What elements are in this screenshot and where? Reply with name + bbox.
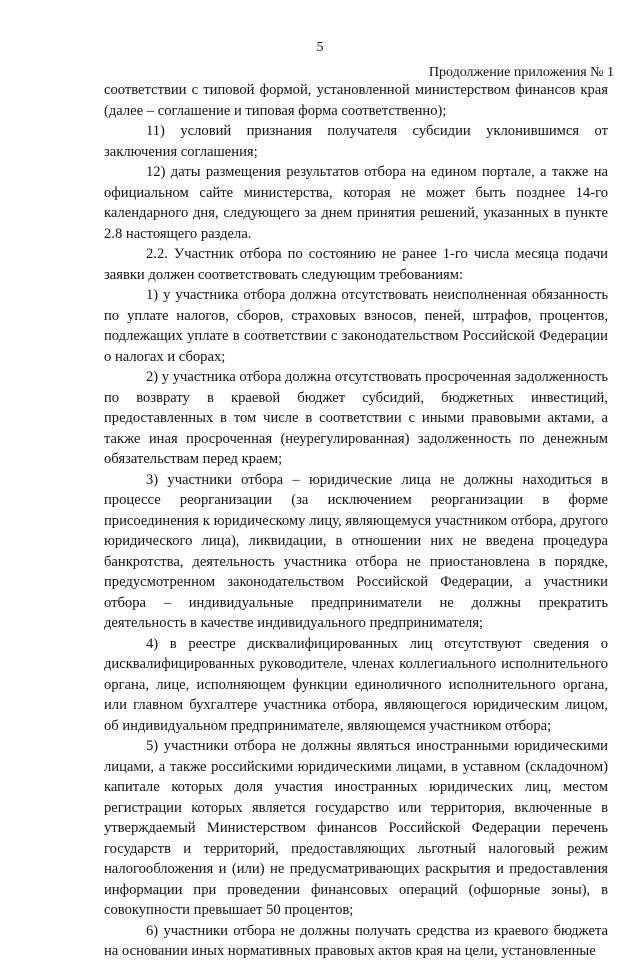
paragraph-requirement-4: 4) в реестре дисквалифицированных лиц отсутствуют сведения о дисквалифицированных руководителе, членах коллегиального исполнительного органа, лице, исполняющем функции единоличного исполнительного органа, или главном бухгалтере участника отбора, являющегося юридическим лицом, об индивидуальном предпринимателе, являющемся участником отбора;: [104, 635, 608, 734]
paragraph-requirement-1: 1) у участника отбора должна отсутствовать неисполненная обязанность по уплате налогов, сборов, страховых взносов, пеней, штрафов, процентов, подлежащих уплате в соответствии с законодательством Российской Федерации о налогах и сборах;: [104, 287, 608, 365]
paragraph-clause-2-2: 2.2. Участник отбора по состоянию не ранее 1-го числа месяца подачи заявки должен соответствовать следующим требованиям:: [104, 246, 608, 283]
paragraph-requirement-2: 2) у участника отбора должна отсутствовать просроченная задолженность по возврату в краевой бюджет субсидий, бюджетных инвестиций, предоставленных в том числе в соответствии с иными правовыми актами, а также иная просроченная (неурегулированная) задолженность по денежным обязательствам перед краем;: [104, 369, 608, 467]
paragraph-item-12: 12) даты размещения результатов отбора на едином портале, а также на официальном сайте министерства, которая не может быть позднее 14-го календарного дня, следующего за днем принятия решений, указанных в пункте 2.8 настоящего раздела.: [104, 164, 608, 242]
page-number: 5: [316, 40, 324, 55]
paragraph-agreement-continuation: соответствии с типовой формой, установленной министерством финансов края (далее – соглашение и типовая форма соответственно);: [104, 82, 608, 119]
paragraph-requirement-3: 3) участники отбора – юридические лица не должны находиться в процессе реорганизации (за исключением реорганизации в форме присоединения к юридическому лицу, являющемуся участником отбора, другого юридического лица), ликвидации, в отношении них не введена процедура банкротства, деятельность участника отбора не приостановлена в порядке, предусмотренном законодательством Российской Федерации, а участники отбора – индивидуальные предприниматели не должны прекратить деятельность в качестве индивидуального предпринимателя;: [104, 471, 608, 631]
appendix-continuation-note: Продолжение приложения № 1: [428, 65, 614, 80]
paragraph-item-11: 11) условий признания получателя субсидии уклонившимся от заключения соглашения;: [104, 123, 608, 160]
paragraph-requirement-6: 6) участники отбора не должны получать средства из краевого бюджета на основании иных нормативных правовых актов края на цели, установленные: [104, 922, 608, 959]
paragraph-requirement-5: 5) участники отбора не должны являться иностранными юридическими лицами, а также российскими юридическими лицами, в уставном (складочном) капитале которых доля участия иностранных юридических лиц, местом регистрации которых является государство или территория, включенные в утверждаемый Министерством финансов Российской Федерации перечень государств и территорий, предоставляющих льготный налоговый режим налогообложения и (или) не предусматривающих раскрытия и предоставления информации при проведении финансовых операций (офшорные зоны), в совокупности превышает 50 процентов;: [104, 738, 608, 918]
document-body: [104, 80, 608, 962]
